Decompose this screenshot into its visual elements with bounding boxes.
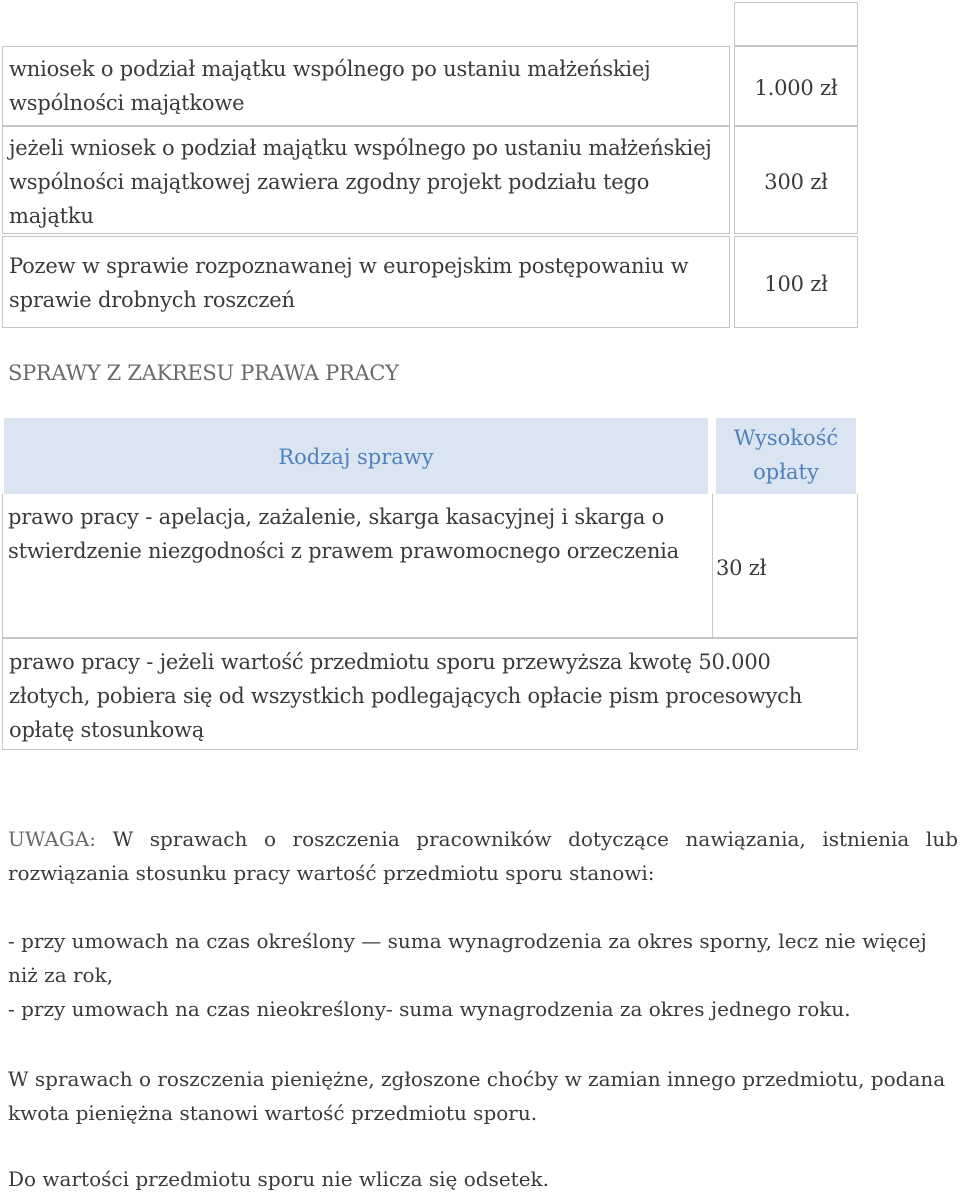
table2-header-col1: Rodzaj sprawy <box>278 445 434 469</box>
table1-row3-fee-cell <box>734 236 858 328</box>
note-item-2: - przy umowach na czas nieokreślony- suma wynagrodzenia za okres jednego roku. <box>8 997 851 1021</box>
uwaga-paragraph <box>8 822 958 890</box>
table-row <box>2 638 858 750</box>
note-item-1: - przy umowach na czas określony — suma wynagrodzenia za okres sporny, lecz nie więcej niż za rok, <box>8 929 927 987</box>
table1-row1-fee: 1.000 zł <box>754 76 838 100</box>
uwaga-text: W sprawach o roszczenia pracowników dotyczące nawiązania, istnienia lub rozwiązania stosunku pracy wartość przedmiotu sporu stanowi: <box>8 827 958 885</box>
table2-row1-label: prawo pracy - apelacja, zażalenie, skarga kasacyjnej i skarga o stwierdzenie niezgodności z prawem prawomocnego orzeczenia <box>8 505 679 563</box>
table1-row2-fee: 300 zł <box>764 170 828 194</box>
table1-row2-fee-cell <box>734 126 858 234</box>
table1-row1-fee-cell <box>734 46 858 126</box>
uwaga-label: UWAGA: <box>8 827 97 851</box>
note-paragraph-3: Do wartości przedmiotu sporu nie wlicza się odsetek. <box>8 1167 550 1191</box>
table1-row3-fee: 100 zł <box>764 272 828 296</box>
table-row <box>2 236 730 328</box>
table-row <box>2 126 730 234</box>
table-row <box>2 46 730 126</box>
table2-header-col2: Wysokość opłaty <box>733 426 839 484</box>
table2-row1-fee: 30 zł <box>716 556 767 580</box>
table1-row3-label: Pozew w sprawie rozpoznawanej w europejskim postępowaniu w sprawie drobnych roszczeń <box>9 254 689 312</box>
table1-top-empty-cell <box>734 2 858 46</box>
table2-wide-row-text: prawo pracy - jeżeli wartość przedmiotu sporu przewyższa kwotę 50.000 złotych, pobiera się od wszystkich podlegających opłacie pism procesowych opłatę stosunkową <box>9 650 803 742</box>
note-paragraph-2: W sprawach o roszczenia pieniężne, zgłoszone choćby w zamian innego przedmiotu, podana kwota pieniężna stanowi wartość przedmiotu sporu. <box>8 1067 946 1125</box>
section-heading: SPRAWY Z ZAKRESU PRAWA PRACY <box>8 361 399 385</box>
table1-row2-label: jeżeli wniosek o podział majątku wspólnego po ustaniu małżeńskiej wspólności majątkowej zawiera zgodny projekt podziału tego majątku <box>9 136 712 228</box>
table1-row1-label: wniosek o podział majątku wspólnego po ustaniu małżeńskiej wspólności majątkowe <box>9 57 651 115</box>
